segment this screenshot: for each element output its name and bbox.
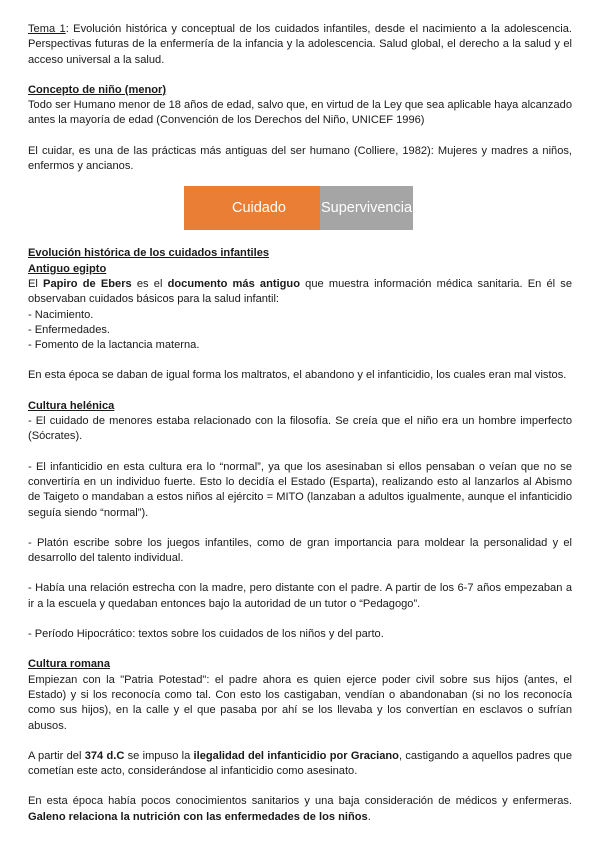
egypt-heading: Antiguo egipto <box>28 262 107 275</box>
egypt-p1-e: que muestra información médica sanitaria. En él se observaban cuidados básicos para la salud infantil: <box>28 277 573 306</box>
hellenic-paragraph-3: - Platón escribe sobre los juegos infantiles, como de gran importancia para moldear la personalidad y el desarrollo del talento individual. <box>28 536 572 565</box>
egypt-paragraph-2: En esta época se daban de igual forma los maltratos, el abandono y el infanticidio, los cuales eran mal vistos. <box>28 369 567 382</box>
topic-text: : Evolución histórica y conceptual de los cuidados infantiles, desde el nacimiento a la adolescencia. Perspectivas futuras de la enfermería de la infancia y la adolescencia. Salud global, el derecho a la salud y el acceso universal a la salud. <box>28 23 572 66</box>
evolution-heading: Evolución histórica de los cuidados infantiles <box>28 247 270 260</box>
egypt-p1-b: Papiro de Ebers <box>43 277 132 290</box>
roman-paragraph-2 <box>28 749 572 780</box>
roman-p2-b: 374 d.C <box>84 749 125 762</box>
egypt-p1-d: documento más antiguo <box>167 277 300 290</box>
cuidado-box: Cuidado <box>184 186 334 230</box>
roman-paragraph-3 <box>28 794 572 825</box>
hellenic-paragraph-2: - El infanticidio en esta cultura era lo “normal”, ya que los asesinaban si ellos pensaban o veían que no se convertiría en un individuo fuerte. Esto lo decidía el Estado (Esparta), realizando esto al lanzarlos al Abismo de Taigeto o mandaban a estos niños al ejército = MITO (lanzaban a adultos igualmente, aunque el infanticidio seguía siendo “normal”). <box>28 460 572 519</box>
concept-definition: Todo ser Humano menor de 18 años de edad, salvo que, en virtud de la Ley que sea aplicable haya alcanzado antes la mayoría de edad (Convención de los Derechos del Niño, UNICEF 1996) <box>28 99 572 127</box>
roman-heading: Cultura romana <box>28 658 110 671</box>
care-paragraph: El cuidar, es una de las prácticas más antiguas del ser humano (Colliere, 1982): Mujeres y madres a niños, enfermos y ancianos. <box>28 144 572 173</box>
roman-p2-a: A partir del <box>28 749 85 762</box>
egypt-paragraph-1 <box>28 277 572 308</box>
hellenic-heading: Cultura helénica <box>28 399 115 412</box>
roman-p2-c: se impuso la <box>124 749 194 762</box>
document-page <box>28 22 572 825</box>
hellenic-paragraph-1: - El cuidado de menores estaba relacionado con la filosofía. Se creía que el niño era un hombre imperfecto (Sócrates). <box>28 415 572 443</box>
list-item: - Nacimiento. <box>28 308 94 321</box>
topic-paragraph <box>28 22 572 68</box>
egypt-p1-a: El <box>28 277 44 290</box>
roman-p2-d: ilegalidad del infanticidio por Graciano <box>193 749 399 762</box>
supervivencia-box: Supervivencia <box>320 186 413 230</box>
roman-p3: En esta época había pocos conocimientos sanitarios y una baja consideración de médicos y enfermeras. <box>28 795 572 808</box>
egypt-p1-c: es el <box>131 277 168 290</box>
roman-p2-e: , castigando a aquellos padres que cometían este acto, considerándose al infanticidio como asesinato. <box>28 749 572 778</box>
roman-p4-end: . <box>367 810 371 823</box>
topic-label: Tema 1 <box>28 23 66 35</box>
concept-heading: Concepto de niño (menor) <box>28 83 167 96</box>
list-item: - Enfermedades. <box>28 323 111 336</box>
hellenic-paragraph-4: - Había una relación estrecha con la madre, pero distante con el padre. A partir de los 6-7 años empezaban a ir a la escuela y quedaban entonces bajo la autoridad de un tutor o “Pedagogo”. <box>28 582 572 610</box>
hellenic-paragraph-5: - Período Hipocrático: textos sobre los cuidados de los niños y del parto. <box>28 628 384 641</box>
roman-p4-bold: Galeno relaciona la nutrición con las enfermedades de los niños <box>28 810 368 823</box>
list-item: - Fomento de la lactancia materna. <box>28 339 200 352</box>
arrow-right-icon <box>287 198 311 222</box>
roman-paragraph-1: Empiezan con la "Patria Potestad": el padre ahora es quien ejerce poder civil sobre sus hijos (antes, el Estado) y si los reconocía como tal. Con esto los castigaban, vendían o abandonaban (si no los reconocía como sus hijos), en la calle y el que pasaba por ahí se los llevaba y los convertían en esclavos o sufrían abusos. <box>28 673 572 732</box>
care-survival-diagram <box>28 180 572 238</box>
